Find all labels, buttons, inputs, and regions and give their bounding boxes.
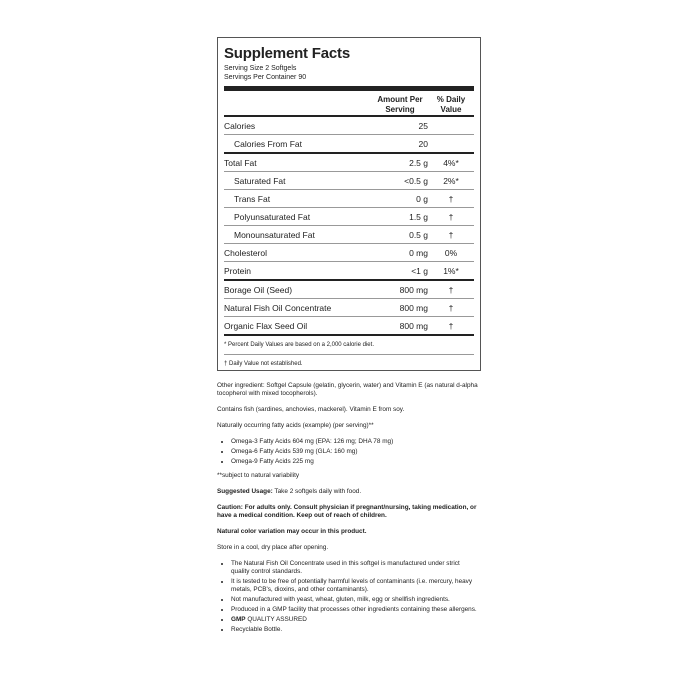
daily-value-header: % Daily Value xyxy=(436,95,466,114)
product-info xyxy=(217,382,479,640)
column-headers xyxy=(224,91,474,115)
amount-value: <1 g xyxy=(411,265,428,276)
gmp-label: GMP xyxy=(231,616,246,623)
nutrient-name: Calories From Fat xyxy=(234,138,303,149)
table-row xyxy=(224,190,474,208)
list-item xyxy=(231,616,479,624)
allergen-contains: Contains fish (sardines, anchovies, mackerel). Vitamin E from soy. xyxy=(217,406,405,413)
amount-value: 25 xyxy=(418,120,428,131)
amount-per-serving-header: Amount Per Serving xyxy=(377,95,423,114)
amount-value: 800 mg xyxy=(399,320,428,331)
quality-list xyxy=(217,560,479,634)
amount-value: 800 mg xyxy=(399,302,428,313)
fatty-acids-intro: Naturally occurring fatty acids (example) (per serving)** xyxy=(217,422,374,429)
amount-value: 800 mg xyxy=(399,284,428,295)
table-row xyxy=(224,317,474,334)
list-item: • Not manufactured with yeast, wheat, gluten, milk, egg or shellfish ingredients. xyxy=(231,596,479,604)
nutrient-name: Cholesterol xyxy=(224,247,267,258)
nutrient-name: Trans Fat xyxy=(234,193,271,204)
supplement-facts-panel xyxy=(217,37,481,371)
variability-note: **subject to natural variability xyxy=(217,472,300,479)
nutrient-name: Protein xyxy=(224,265,251,276)
amount-value: 0.5 g xyxy=(409,229,428,240)
servings-per-container: Servings Per Container 90 xyxy=(224,74,307,81)
color-variation-note: Natural color variation may occur in this product. xyxy=(217,528,367,535)
list-item: • It is tested to be free of potentially harmful levels of contaminants (i.e. mercury, heavy metals, PCB's, dioxins, and other contaminants). xyxy=(231,578,479,594)
daily-value: † xyxy=(448,320,454,331)
daily-value: 1%* xyxy=(443,265,459,276)
table-row xyxy=(224,299,474,317)
daily-value: † xyxy=(448,229,454,240)
calories-group xyxy=(224,117,474,152)
nutrient-name: Borage Oil (Seed) xyxy=(224,284,293,295)
nutrient-name: Monounsaturated Fat xyxy=(234,229,315,240)
usage-text: Take 2 softgels daily with food. xyxy=(272,488,362,495)
nutrients-group xyxy=(224,154,474,279)
other-ingredients: Other ingredient: Softgel Capsule (gelatin, glycerin, water) and Vitamin E (as natural d-alpha tocopherol with mixed tocopherols). xyxy=(217,382,478,397)
list-item: • Omega-3 Fatty Acids 604 mg (EPA: 126 mg; DHA 78 mg) xyxy=(231,438,479,446)
list-item: • Produced in a GMP facility that processes other ingredients containing these allergens. xyxy=(231,606,479,614)
daily-value: † xyxy=(448,284,454,295)
amount-value: 20 xyxy=(418,138,428,149)
amount-value: <0.5 g xyxy=(404,175,428,186)
table-row xyxy=(224,117,474,135)
list-item: • The Natural Fish Oil Concentrate used in this softgel is manufactured under strict quality control standards. xyxy=(231,560,479,576)
amount-value: 2.5 g xyxy=(409,157,428,168)
table-row xyxy=(224,226,474,244)
table-row xyxy=(224,135,474,152)
oils-group xyxy=(224,281,474,334)
list-item: • Omega-9 Fatty Acids 225 mg xyxy=(231,458,479,466)
daily-value: 4%* xyxy=(443,157,459,168)
suggested-usage xyxy=(217,488,479,496)
caution-text: Caution: For adults only. Consult physician if pregnant/nursing, taking medication, or have a medical condition. Keep out of reach of children. xyxy=(217,504,477,519)
amount-value: 0 g xyxy=(416,193,428,204)
daily-value: † xyxy=(448,193,454,204)
footnote-not-established: † Daily Value not established. xyxy=(224,361,303,367)
list-item: • Omega-6 Fatty Acids 539 mg (GLA: 160 mg) xyxy=(231,448,479,456)
amount-value: 0 mg xyxy=(409,247,428,258)
nutrient-name: Total Fat xyxy=(224,157,257,168)
table-row xyxy=(224,172,474,190)
gmp-text: QUALITY ASSURED xyxy=(245,616,307,623)
table-row xyxy=(224,154,474,172)
storage-note: Store in a cool, dry place after opening. xyxy=(217,544,329,551)
daily-value: † xyxy=(448,211,454,222)
list-item: • Recyclable Bottle. xyxy=(231,626,479,634)
nutrient-name: Organic Flax Seed Oil xyxy=(224,320,308,331)
table-row xyxy=(224,244,474,262)
daily-value: † xyxy=(448,302,454,313)
panel-title: Supplement Facts xyxy=(224,45,350,62)
daily-value: 0% xyxy=(444,247,458,258)
daily-value: 2%* xyxy=(443,175,459,186)
footnote-daily-values: * Percent Daily Values are based on a 2,000 calorie diet. xyxy=(224,342,374,348)
table-row xyxy=(224,262,474,279)
nutrient-name: Calories xyxy=(224,120,256,131)
table-row xyxy=(224,208,474,226)
table-row xyxy=(224,281,474,299)
usage-label: Suggested Usage: xyxy=(217,488,273,495)
nutrient-name: Natural Fish Oil Concentrate xyxy=(224,302,332,313)
serving-size: Serving Size 2 Softgels xyxy=(224,65,297,72)
amount-value: 1.5 g xyxy=(409,211,428,222)
nutrient-name: Saturated Fat xyxy=(234,175,286,186)
nutrient-name: Polyunsaturated Fat xyxy=(234,211,311,222)
fatty-acids-list xyxy=(217,438,479,466)
